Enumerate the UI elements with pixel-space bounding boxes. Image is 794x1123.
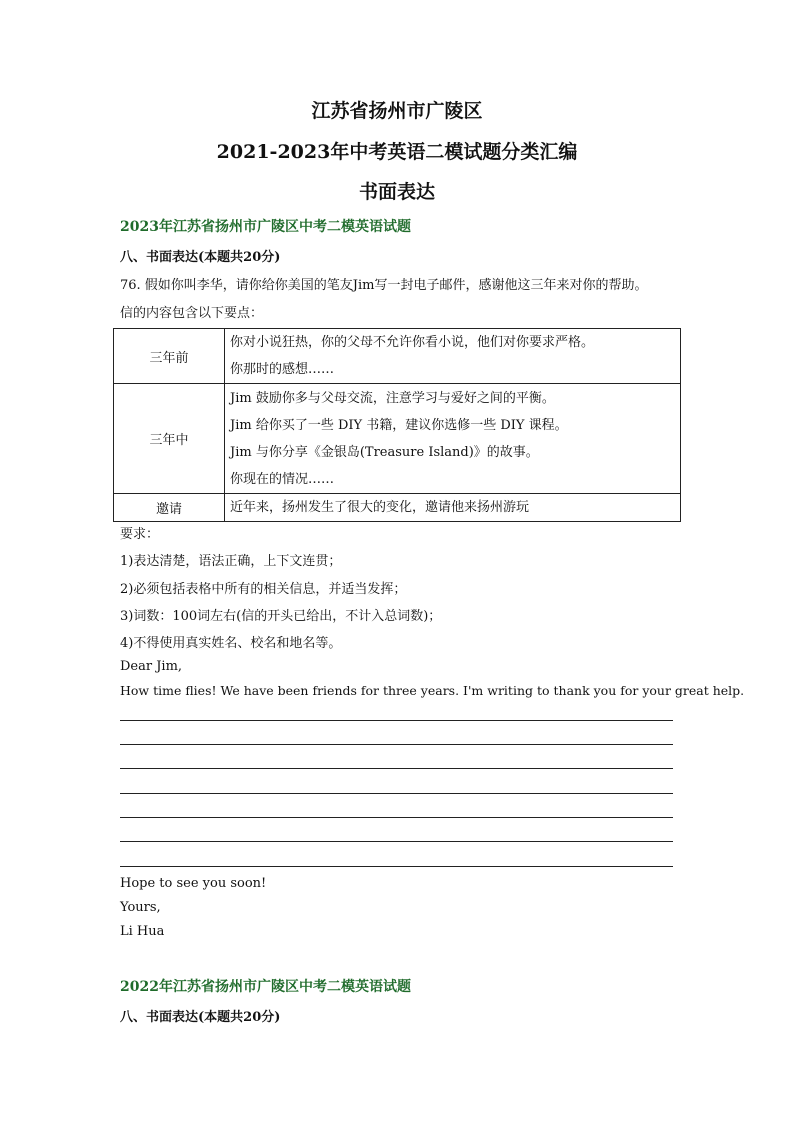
content-points-table [113,328,681,522]
row-line: 近年来，扬州发生了很大的变化，邀请他来扬州游玩 [230,500,530,515]
answer-line[interactable] [120,841,673,842]
requirement-item: 2)必须包括表格中所有的相关信息，并适当发挥； [120,582,407,597]
requirements-heading: 要求： [120,527,160,542]
letter-greeting: Dear Jim, [120,659,183,674]
answer-line[interactable] [120,744,673,745]
doc-title-topic: 书面表达 [358,181,435,203]
letter-closing: Hope to see you soon! [120,876,267,891]
table-row [114,384,681,494]
part-label-2023: 八、书面表达(本题共20分) [120,250,281,265]
row-line: 你对小说狂热，你的父母不允许你看小说，他们对你要求严格。 [230,335,595,350]
row-content [225,494,681,522]
row-label: 邀请 [114,494,225,522]
requirement-item: 1)表达清楚，语法正确，上下文连贯； [120,554,342,569]
prompt-line-2: 信的内容包含以下要点： [120,306,264,321]
table-row [114,494,681,522]
answer-line[interactable] [120,817,673,818]
row-label: 三年前 [114,329,225,384]
table-row [114,329,681,384]
row-line: 你那时的感想…… [230,362,335,377]
requirement-item: 3)词数：100词左右(信的开头已给出，不计入总词数)； [120,609,442,624]
section-heading-2023: 2023年江苏省扬州市广陵区中考二模英语试题 [120,219,411,235]
row-label: 三年中 [114,384,225,494]
row-line: 你现在的情况…… [230,471,335,487]
row-line: Jim 给你买了一些 DIY 书籍，建议你选修一些 DIY 课程。 [230,417,568,433]
letter-signature: Li Hua [120,924,165,939]
row-content [225,384,681,494]
letter-opening: How time flies! We have been friends for three years. I'm writing to thank you for your great help. [120,683,745,698]
answer-line[interactable] [120,793,673,794]
prompt-line-1: 76. 假如你叫李华，请你给你美国的笔友Jim写一封电子邮件，感谢他这三年来对你的帮助。 [120,278,648,293]
part-label-2022: 八、书面表达(本题共20分) [120,1010,281,1025]
row-content [225,329,681,384]
doc-title-region: 江苏省扬州市广陵区 [311,100,483,122]
row-line: Jim 与你分享《金银岛(Treasure Island)》的故事。 [230,444,539,460]
doc-title-range: 2021-2023年中考英语二模试题分类汇编 [216,141,578,163]
requirement-item: 4)不得使用真实姓名、校名和地名等。 [120,636,342,651]
answer-line[interactable] [120,768,673,769]
section-heading-2022: 2022年江苏省扬州市广陵区中考二模英语试题 [120,979,411,995]
row-line: Jim 鼓励你多与父母交流，注意学习与爱好之间的平衡。 [230,390,555,406]
answer-line[interactable] [120,866,673,867]
letter-sign-off: Yours, [120,900,161,915]
answer-line[interactable] [120,720,673,721]
